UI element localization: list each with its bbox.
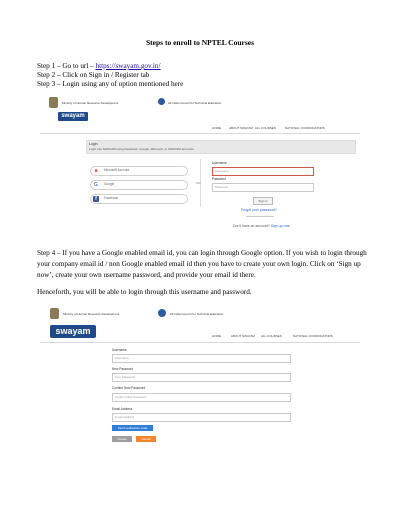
username-placeholder: Username [215, 169, 229, 173]
confirm-password-input[interactable] [112, 393, 291, 402]
nav-home[interactable]: HOME [212, 126, 221, 130]
password-placeholder: Password [215, 185, 229, 189]
aicte-label: All India Council for Technical Education [168, 101, 222, 105]
nav-national-coordinators[interactable]: NATIONAL COORDINATORS [293, 334, 333, 338]
signup-screenshot [40, 305, 360, 451]
step-1 [37, 62, 161, 70]
new-password-input[interactable] [112, 373, 291, 382]
nav-all-courses[interactable]: ALL COURSES [255, 126, 276, 130]
nav-home[interactable]: HOME [212, 334, 221, 338]
nav-about-swayam[interactable]: ABOUT SWAYAM [229, 126, 253, 130]
email-placeholder: Email Address [115, 415, 135, 419]
nav-national-coordinators[interactable]: NATIONAL COORDINATORS [285, 126, 325, 130]
create-button[interactable]: Create [112, 436, 132, 442]
emblem-icon [49, 97, 58, 108]
new-password-placeholder: New Password [115, 375, 136, 379]
new-password-label: New Password [112, 367, 134, 371]
facebook-icon: f [93, 196, 99, 202]
google-icon: G [94, 182, 98, 188]
step-3: Step 3 – Login using any of option mentioned here [37, 80, 184, 88]
microsoft-login-button[interactable] [90, 166, 188, 176]
email-input[interactable] [112, 413, 291, 422]
facebook-label: Facebook [104, 196, 118, 200]
separator [246, 216, 274, 217]
username-placeholder: Username [115, 356, 129, 360]
ministry-label: Ministry of Human Resource Development [62, 101, 119, 105]
username-label: Username [112, 348, 127, 352]
swayam-logo[interactable]: swayam [50, 325, 96, 338]
nav-all-courses[interactable]: ALL COURSES [261, 334, 282, 338]
henceforth-note: Henceforth, you will be able to login through this username and password. [37, 288, 252, 296]
email-label: Email Address [112, 407, 133, 411]
or-label: OR [196, 181, 201, 185]
microsoft-label: Microsoft Account [104, 168, 130, 172]
no-account-label: Don't have an account? [233, 224, 270, 228]
header-divider [40, 133, 360, 134]
facebook-login-button[interactable] [90, 194, 188, 204]
forgot-password-link[interactable]: Forgot your password? [241, 208, 277, 212]
send-verification-button[interactable]: Send verification code [112, 425, 153, 431]
swayam-logo[interactable]: swayam [58, 112, 88, 121]
step-1-text: Step 1 – Go to url – [37, 62, 96, 70]
ministry-label: Ministry of Human Resource Development [63, 312, 120, 316]
step-2: Step 2 – Click on Sign in / Register tab [37, 71, 150, 79]
microsoft-icon: ■ [94, 168, 98, 174]
swayam-url-link[interactable]: https://swayam.gov.in/ [95, 62, 161, 70]
login-bar [86, 140, 356, 154]
step-4: Step 4 – If you have a Google enabled email id, you can login through Google option. If you wish to login through your company email id / non Google enabled email id then you have to create your own login. Click on ‘Sign up now’, create your own username password, and provide your email id there. [37, 249, 367, 279]
emblem-icon [50, 308, 59, 319]
username-input[interactable] [212, 167, 314, 176]
confirm-password-label: Confirm New Password [112, 386, 146, 390]
aicte-logo-icon [158, 98, 165, 105]
username-input[interactable] [112, 354, 291, 363]
login-subtitle: Login into SWAYAM using Facebook, Google, Microsoft, or SWAYAM accounts. [89, 147, 195, 151]
confirm-password-placeholder: Confirm New Password [115, 395, 147, 399]
nav-about-swayam[interactable]: ABOUT SWAYAM [231, 334, 255, 338]
no-account-text [233, 224, 290, 228]
header-divider [40, 342, 360, 343]
google-login-button[interactable] [90, 180, 188, 190]
aicte-label: All India Council for Technical Education [170, 312, 224, 316]
login-heading: Login [89, 142, 98, 146]
aicte-logo-icon [158, 309, 166, 317]
password-label: Password [212, 177, 226, 181]
username-label: Username [212, 161, 227, 165]
sign-in-button[interactable]: Sign in [253, 197, 273, 205]
login-screenshot [40, 93, 360, 235]
document-title: Steps to enroll to NPTEL Courses [146, 38, 254, 47]
google-label: Google [104, 182, 115, 186]
sign-up-link[interactable]: Sign up now [270, 224, 290, 228]
password-input[interactable] [212, 183, 314, 192]
cancel-button[interactable]: Cancel [136, 436, 156, 442]
